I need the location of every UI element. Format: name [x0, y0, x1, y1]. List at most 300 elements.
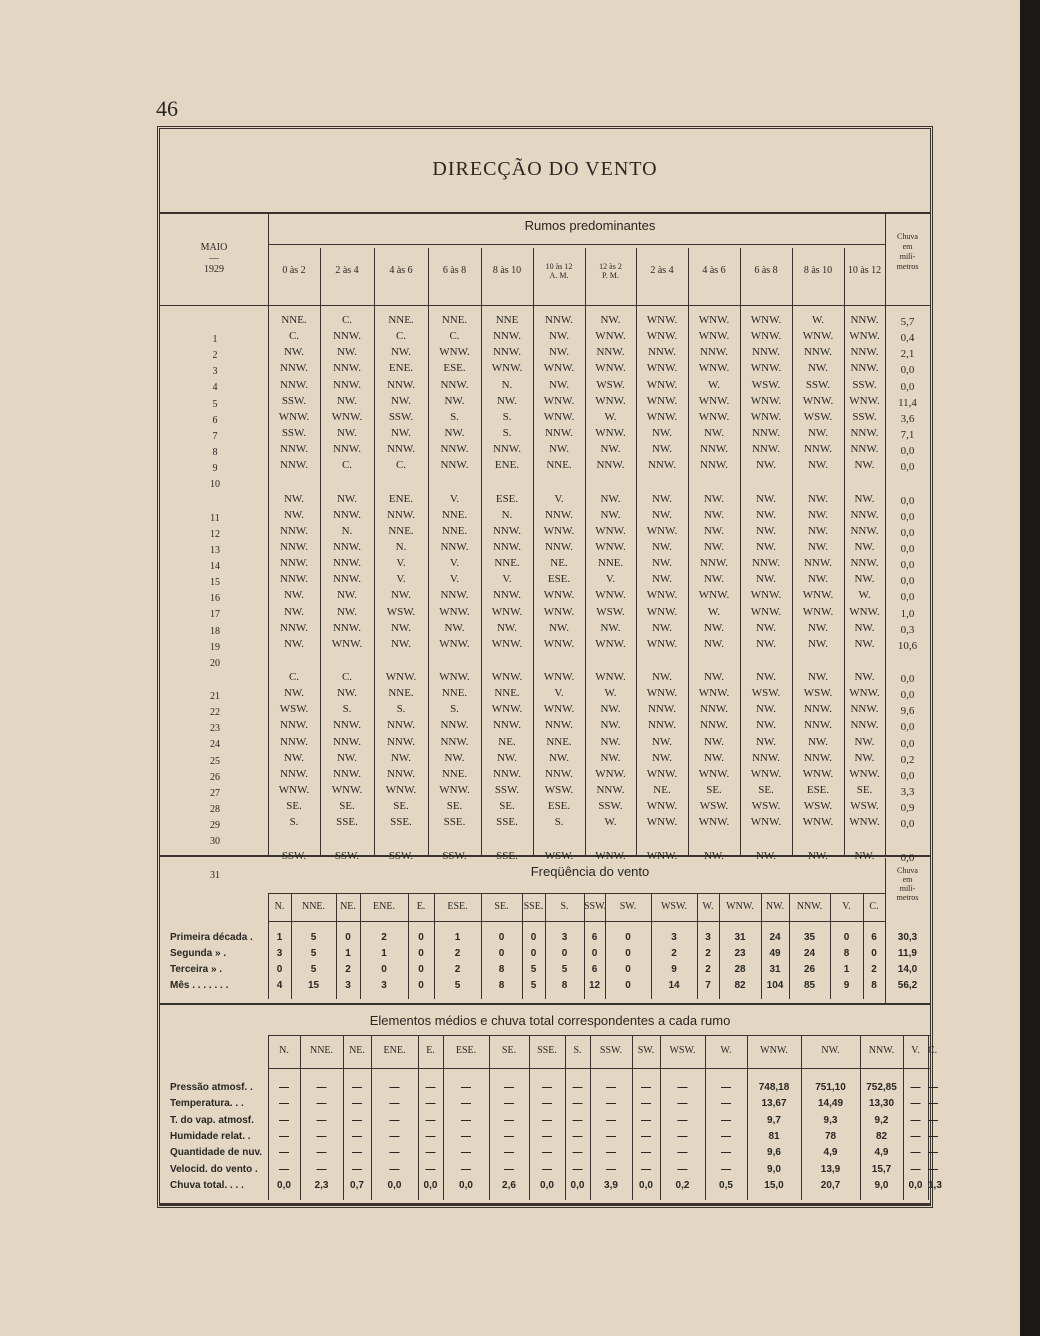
direction-header: ESE. — [447, 901, 468, 912]
wind-direction-cell: WNW. — [491, 671, 523, 683]
rainfall-cell: 0,0 — [900, 559, 915, 572]
wind-direction-cell: WNW. — [698, 767, 730, 780]
elements-cell: 13,30 — [868, 1098, 895, 1110]
elements-cell: — — [910, 1163, 921, 1175]
wind-direction-cell: WNW. — [698, 314, 730, 326]
rainfall-cell: 0,0 — [900, 364, 915, 377]
elements-cell: — — [279, 1130, 289, 1142]
wind-direction-cell: WNW. — [646, 800, 678, 813]
elements-cell: — — [504, 1114, 514, 1126]
elements-row-label: Humidade relat. . — [170, 1130, 251, 1142]
wind-direction-cell: NW. — [807, 637, 829, 650]
wind-direction-cell: ESE. — [495, 492, 519, 505]
elements-cell: — — [606, 1163, 616, 1175]
wind-direction-cell: ESE. — [547, 800, 571, 813]
elements-cell: 0,0 — [570, 1179, 585, 1191]
elements-cell: — — [352, 1098, 362, 1110]
wind-direction-cell: NW. — [703, 508, 725, 521]
wind-direction-cell: NNW. — [332, 443, 361, 456]
wind-direction-cell: NNW. — [647, 719, 676, 732]
wind-direction-cell: WNW. — [331, 637, 363, 650]
frequency-cell: 1 — [454, 932, 461, 943]
wind-direction-cell: NNW. — [492, 540, 521, 553]
wind-direction-cell: NNW. — [850, 443, 879, 456]
wind-direction-cell: NNW. — [386, 719, 415, 732]
rainfall-cell: 0,0 — [900, 445, 915, 458]
wind-direction-cell: WNW. — [849, 394, 880, 407]
wind-direction-cell: NNW. — [332, 540, 361, 553]
wind-direction-cell: NW. — [283, 492, 305, 505]
wind-direction-cell: WNW. — [595, 330, 626, 343]
header-bottom-rule — [160, 305, 930, 306]
rainfall-cell: 5,7 — [900, 316, 915, 328]
wind-direction-cell: WSW. — [803, 687, 833, 700]
wind-direction-cell: WNW. — [802, 767, 834, 780]
wind-direction-cell: NNW. — [440, 443, 469, 456]
wind-direction-cell: NW. — [600, 508, 621, 521]
elements-cell: — — [721, 1098, 731, 1110]
wind-direction-cell: NW. — [548, 330, 570, 343]
wind-direction-cell: SSW. — [852, 410, 877, 423]
wind-direction-cell: C. — [341, 314, 353, 326]
wind-direction-cell: WNW. — [750, 589, 782, 602]
wind-direction-cell: V. — [396, 573, 406, 586]
wind-direction-cell: NW. — [390, 589, 412, 602]
frequency-row-label: Terceira » . — [170, 964, 223, 975]
elements-cell: — — [542, 1130, 552, 1142]
frequency-cell: 0 — [498, 932, 505, 943]
wind-direction-cell: W. — [604, 816, 617, 829]
day-number: 19 — [210, 641, 220, 653]
elements-cell: 82 — [875, 1130, 888, 1142]
elements-cell: — — [279, 1114, 289, 1126]
elements-cell: — — [316, 1098, 327, 1110]
page-title: DIRECÇÃO DO VENTO — [432, 158, 658, 180]
hour-column-header: 0 às 2 — [282, 265, 306, 276]
day-number: 8 — [212, 447, 218, 459]
elements-cell: — — [606, 1114, 616, 1126]
wind-direction-cell: NW. — [651, 735, 673, 748]
wind-direction-cell: NNW. — [647, 459, 676, 472]
elements-cell: 0,0 — [277, 1179, 291, 1191]
elements-cell: — — [425, 1098, 436, 1110]
frequency-cell: 1 — [276, 932, 283, 943]
wind-direction-cell: SSW. — [442, 849, 467, 862]
wind-direction-cell: NW. — [703, 621, 725, 634]
wind-direction-cell: NW. — [703, 427, 725, 440]
chuva-heading: milí- — [899, 884, 916, 893]
elements-cell: — — [425, 1082, 436, 1093]
wind-direction-cell: WNW. — [646, 410, 678, 423]
wind-direction-cell: NNW. — [544, 508, 573, 521]
wind-direction-cell: NNE. — [441, 524, 468, 537]
elements-cell: — — [910, 1082, 921, 1093]
wind-direction-cell: SSW. — [281, 849, 307, 862]
wind-direction-cell: NW. — [496, 751, 518, 764]
elements-cell: — — [910, 1114, 921, 1126]
direction-header: WSW. — [660, 901, 688, 912]
chuva-heading: metros — [896, 893, 919, 902]
wind-direction-cell: NNE. — [388, 687, 414, 700]
wind-direction-cell: WNW. — [543, 362, 575, 375]
wind-direction-cell: NNW. — [850, 314, 879, 326]
hour-column-header: 10 às 12 — [545, 262, 573, 271]
elements-cell: — — [316, 1114, 327, 1126]
elements-cell: 9,2 — [874, 1114, 889, 1126]
frequency-cell: 5 — [530, 980, 537, 991]
wind-direction-cell: NNW. — [699, 703, 728, 716]
rainfall-cell: 0,0 — [900, 689, 915, 702]
wind-direction-cell: V. — [502, 573, 512, 586]
wind-direction-cell: NW. — [755, 703, 777, 716]
wind-direction-cell: SSW. — [281, 394, 307, 407]
wind-direction-cell: WNW. — [750, 362, 782, 375]
wind-direction-cell: S. — [450, 410, 459, 423]
wind-direction-cell: SE. — [393, 800, 409, 813]
direction-header: WSW. — [669, 1045, 696, 1056]
day-number: 29 — [210, 820, 220, 832]
frequency-cell: 85 — [803, 980, 816, 991]
elements-heading: Elementos médios e chuva total correspondentes a cada rumo — [369, 1013, 731, 1028]
rainfall-cell: 3,6 — [900, 412, 915, 425]
elements-cell: — — [461, 1114, 471, 1126]
wind-direction-cell: NNW. — [386, 735, 415, 748]
wind-direction-cell: WNW. — [595, 637, 626, 650]
wind-direction-cell: WSW. — [699, 800, 729, 813]
wind-direction-cell: NNW. — [440, 378, 469, 391]
wind-direction-cell: SE. — [286, 800, 302, 813]
frequency-cell: 2 — [454, 964, 461, 975]
wind-direction-cell: NNE. — [546, 459, 572, 472]
direction-header: N. — [274, 901, 285, 912]
frequency-cell: 24 — [803, 948, 816, 959]
wind-direction-cell: WNW. — [750, 314, 782, 326]
wind-direction-cell: WSW. — [544, 849, 574, 862]
wind-direction-cell: NNE. — [441, 508, 468, 521]
elements-cell: 0,7 — [350, 1179, 364, 1191]
elements-cell: — — [425, 1130, 436, 1142]
elem-header-rule — [268, 1035, 930, 1036]
elements-cell: 1,3 — [928, 1179, 942, 1191]
elements-cell: — — [572, 1082, 583, 1093]
wind-direction-cell: NW. — [703, 751, 725, 764]
frequency-rainfall-cell: 14,0 — [897, 964, 918, 975]
wind-direction-cell: NE. — [653, 784, 671, 797]
wind-direction-cell: WNW. — [543, 671, 575, 683]
wind-direction-cell: V. — [554, 492, 564, 505]
wind-direction-cell: NW. — [807, 671, 829, 683]
direction-header: NNW. — [796, 901, 823, 912]
hour-column-header: 10 às 12 — [847, 265, 882, 276]
wind-direction-cell: WNW. — [491, 703, 523, 716]
wind-direction-cell: NNW. — [440, 540, 469, 553]
wind-direction-cell: SSE. — [496, 816, 518, 829]
wind-direction-cell: SSE. — [496, 849, 518, 862]
wind-direction-cell: S. — [502, 410, 512, 423]
frequency-cell: 0 — [625, 980, 631, 991]
direction-header: C. — [928, 1045, 938, 1056]
wind-direction-cell: NW. — [807, 427, 829, 440]
wind-direction-cell: WNW. — [849, 767, 880, 780]
direction-header: SE. — [494, 901, 509, 912]
wind-direction-cell: WNW. — [595, 362, 626, 375]
wind-direction-cell: WNW. — [543, 410, 575, 423]
wind-direction-cell: NW. — [703, 492, 725, 505]
wind-direction-cell: S. — [502, 427, 512, 440]
hour-column-subheader: P. M. — [602, 271, 619, 280]
wind-direction-cell: NNW. — [440, 589, 469, 602]
frequency-cell: 4 — [276, 980, 283, 991]
wind-direction-cell: NNE. — [388, 524, 414, 537]
wind-direction-cell: WNW. — [595, 671, 626, 683]
wind-direction-cell: NNW. — [440, 735, 469, 748]
wind-direction-cell: NW. — [548, 346, 570, 359]
wind-direction-cell: NNW. — [492, 346, 521, 359]
wind-direction-cell: NNW. — [596, 459, 625, 472]
rainfall-cell: 0,0 — [900, 542, 915, 555]
elements-cell: — — [316, 1147, 327, 1159]
elements-cell: 2,6 — [502, 1179, 516, 1191]
wind-direction-cell: WNW. — [646, 767, 678, 780]
wind-direction-cell: S. — [289, 816, 299, 829]
day-number: 12 — [210, 528, 220, 540]
wind-direction-cell: WNW. — [698, 816, 730, 829]
wind-direction-cell: NW. — [807, 524, 829, 537]
wind-direction-cell: NW. — [651, 751, 673, 764]
frequency-cell: 2 — [671, 948, 677, 959]
wind-direction-cell: WNW. — [646, 637, 678, 650]
elements-cell: 2,3 — [314, 1179, 329, 1191]
elem-bottom-rule — [160, 1203, 930, 1205]
wind-direction-cell: W. — [604, 687, 617, 700]
wind-direction-cell: NW. — [336, 394, 358, 407]
elements-cell: 78 — [824, 1130, 837, 1142]
wind-direction-cell: C. — [288, 671, 300, 683]
elements-cell: — — [279, 1147, 289, 1159]
wind-direction-cell: WNW. — [646, 589, 678, 602]
wind-direction-cell: WNW. — [750, 410, 782, 423]
wind-direction-cell: SSW. — [805, 378, 831, 391]
frequency-cell: 0 — [625, 948, 631, 959]
wind-direction-cell: WNW. — [849, 816, 880, 829]
frequency-cell: 8 — [498, 964, 505, 975]
elements-cell: — — [721, 1163, 731, 1175]
wind-direction-cell: WNW. — [278, 410, 310, 423]
wind-direction-cell: W. — [604, 410, 617, 423]
chuva-heading: em — [902, 242, 913, 251]
wind-direction-cell: SE. — [758, 784, 774, 797]
elements-cell: — — [389, 1147, 400, 1159]
elements-cell: — — [352, 1114, 362, 1126]
elements-cell: — — [461, 1147, 471, 1159]
wind-direction-cell: NW. — [283, 637, 305, 650]
elements-cell: — — [461, 1098, 471, 1110]
wind-direction-cell: NNW. — [279, 362, 308, 375]
direction-header: V. — [911, 1045, 920, 1056]
wind-direction-cell: NNW. — [544, 427, 573, 440]
wind-direction-cell: WSW. — [803, 410, 833, 423]
direction-header: E. — [426, 1045, 435, 1056]
direction-header: ENE. — [383, 1045, 406, 1056]
elements-cell: — — [910, 1147, 921, 1159]
hour-column-header: 8 às 10 — [492, 265, 522, 276]
day-number: 25 — [210, 755, 220, 767]
rainfall-cell: 0,2 — [900, 753, 915, 766]
elem-sub-rule — [268, 1068, 930, 1069]
wind-direction-cell: V. — [605, 573, 616, 586]
frequency-row-label: Primeira década . — [170, 932, 253, 943]
frequency-cell: 2 — [345, 964, 351, 975]
elements-cell: — — [641, 1147, 651, 1159]
elements-cell: — — [316, 1163, 327, 1175]
elements-cell: — — [389, 1082, 400, 1093]
elements-cell: — — [279, 1163, 289, 1175]
elements-cell: — — [928, 1163, 938, 1175]
wind-direction-cell: NW. — [651, 573, 673, 586]
wind-direction-cell: ESE. — [443, 362, 466, 375]
wind-direction-cell: NW. — [854, 459, 875, 472]
day-number: 18 — [210, 625, 220, 637]
day-number: 17 — [210, 609, 220, 621]
wind-direction-cell: NNW. — [332, 735, 361, 748]
wind-direction-cell: NNE. — [597, 557, 624, 570]
elements-cell: — — [389, 1114, 400, 1126]
wind-direction-cell: NW. — [755, 637, 777, 650]
wind-direction-cell: WSW. — [751, 800, 781, 813]
wind-direction-cell: NW. — [651, 540, 673, 553]
wind-direction-cell: NW. — [755, 573, 777, 586]
wind-direction-cell: NW. — [600, 492, 621, 505]
elements-cell: 13,9 — [820, 1163, 841, 1175]
wind-direction-cell: WNW. — [646, 362, 678, 375]
hour-column-header: 6 às 8 — [442, 265, 467, 276]
freq-bottom-rule — [160, 1003, 930, 1005]
wind-direction-cell: NW. — [755, 540, 777, 553]
elements-cell: — — [504, 1163, 514, 1175]
frequency-cell: 8 — [561, 980, 568, 991]
wind-direction-cell: NW. — [755, 524, 777, 537]
wind-direction-cell: NNW. — [279, 443, 308, 456]
elements-cell: 0,0 — [908, 1179, 923, 1191]
frequency-cell: 23 — [734, 948, 746, 959]
wind-direction-cell: WSW. — [596, 605, 625, 618]
elements-cell: 9,7 — [767, 1114, 781, 1126]
elements-cell: — — [606, 1098, 616, 1110]
wind-direction-cell: NW. — [600, 621, 621, 634]
elements-cell: — — [641, 1082, 651, 1093]
frequency-cell: 0 — [498, 948, 505, 959]
wind-direction-cell: SSW. — [852, 378, 877, 391]
frequency-heading: Freqüência do vento — [530, 864, 650, 879]
wind-direction-cell: SSW. — [334, 849, 360, 862]
direction-header: NNE. — [301, 901, 326, 912]
day-number: 27 — [210, 787, 220, 799]
wind-direction-cell: NW. — [807, 735, 829, 748]
frequency-cell: 15 — [307, 980, 320, 991]
wind-direction-cell: S. — [450, 703, 459, 716]
wind-direction-cell: WNW. — [491, 637, 523, 650]
wind-direction-cell: NW. — [390, 346, 412, 359]
wind-direction-cell: WSW. — [850, 800, 879, 813]
wind-direction-cell: N. — [341, 524, 353, 537]
wind-direction-cell: NW. — [444, 394, 465, 407]
wind-direction-cell: NNW. — [279, 719, 308, 732]
wind-direction-cell: NW. — [854, 573, 875, 586]
wind-direction-cell: NW. — [444, 621, 465, 634]
wind-direction-cell: NNE. — [494, 557, 520, 570]
frequency-cell: 0 — [843, 932, 850, 943]
wind-direction-cell: NNW. — [803, 346, 832, 359]
wind-direction-cell: NW. — [807, 459, 829, 472]
elements-row-label: Temperatura. . . — [170, 1098, 244, 1110]
wind-direction-cell: NNW. — [492, 330, 521, 343]
elements-cell: — — [928, 1098, 938, 1110]
wind-direction-cell: WSW. — [803, 800, 833, 813]
day-number: 16 — [210, 593, 220, 605]
wind-direction-cell: NNE. — [441, 314, 468, 326]
wind-direction-cell: NNW. — [544, 767, 573, 780]
elements-cell: — — [352, 1130, 362, 1142]
wind-direction-cell: NW. — [336, 589, 358, 602]
direction-header: S. — [560, 901, 569, 912]
rainfall-cell: 0,0 — [900, 510, 915, 523]
wind-direction-cell: NW. — [651, 492, 673, 505]
elements-cell: 15,0 — [764, 1179, 784, 1191]
wind-direction-cell: NW. — [807, 849, 829, 862]
wind-direction-cell: NNW. — [386, 508, 415, 521]
frequency-cell: 5 — [454, 980, 461, 991]
frequency-row-label: Segunda » . — [170, 948, 227, 959]
frequency-cell: 6 — [591, 964, 598, 975]
direction-header: C. — [869, 901, 879, 912]
wind-direction-cell: NW. — [336, 605, 358, 618]
frequency-cell: 0 — [591, 948, 598, 959]
wind-direction-cell: WNW. — [750, 605, 782, 618]
frequency-cell: 3 — [671, 932, 677, 943]
elements-cell: — — [641, 1130, 651, 1142]
wind-direction-cell: NNW. — [279, 540, 308, 553]
rainfall-cell: 3,3 — [900, 786, 915, 799]
wind-direction-cell: SSE. — [336, 816, 358, 829]
wind-direction-cell: S. — [342, 703, 352, 716]
day-number: 10 — [210, 479, 220, 491]
wind-direction-cell: NW. — [703, 671, 725, 683]
elements-cell: — — [928, 1082, 938, 1093]
wind-direction-cell: NNW. — [850, 346, 879, 359]
frequency-cell: 0 — [418, 980, 424, 991]
frequency-cell: 5 — [310, 964, 317, 975]
chuva-heading: em — [902, 875, 913, 884]
wind-direction-cell: NW. — [703, 637, 725, 650]
direction-header: SW. — [619, 901, 637, 912]
elements-cell: — — [389, 1098, 400, 1110]
elements-row-label: Velocid. do vento . — [170, 1163, 258, 1175]
wind-direction-cell: WSW. — [279, 703, 309, 716]
frequency-cell: 28 — [734, 964, 746, 975]
elements-cell: — — [572, 1147, 583, 1159]
wind-direction-cell: WNW. — [646, 524, 678, 537]
rainfall-cell: 11,4 — [898, 396, 917, 409]
wind-direction-cell: NW. — [600, 443, 621, 456]
elements-cell: — — [461, 1130, 471, 1142]
wind-direction-cell: NNW. — [492, 589, 521, 602]
wind-direction-cell: NNW. — [386, 767, 415, 780]
wind-direction-cell: NNW. — [492, 719, 521, 732]
wind-direction-cell: WSW. — [751, 378, 781, 391]
elements-cell: 4,9 — [823, 1147, 838, 1159]
wind-direction-cell: NNW. — [332, 573, 361, 586]
elements-cell: — — [606, 1147, 616, 1159]
